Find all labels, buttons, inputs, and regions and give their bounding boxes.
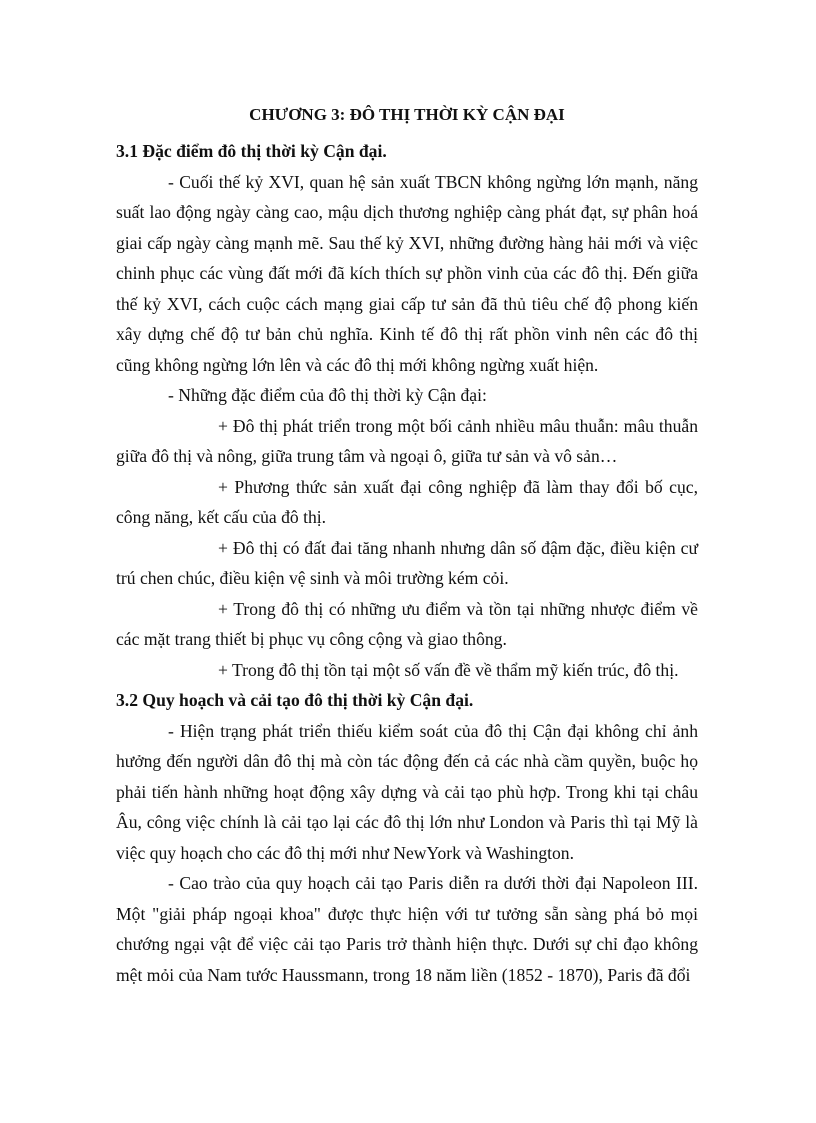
document-body xyxy=(116,94,698,990)
section-heading-3-2: 3.2 Quy hoạch và cải tạo đô thị thời kỳ Cận đại. xyxy=(116,690,474,710)
paragraph-3-1-features-lead: - Những đặc điểm của đô thị thời kỳ Cận đại: xyxy=(168,385,487,405)
bullet-item: + Trong đô thị tồn tại một số vấn đề về thẩm mỹ kiến trúc, đô thị. xyxy=(218,659,679,680)
bullet-item: + Đô thị phát triển trong một bối cảnh nhiều mâu thuẫn: mâu thuẫn giữa đô thị và nông, giữa trung tâm và ngoại ô, giữa tư sản và vô sản… xyxy=(116,415,698,466)
bullet-item: + Trong đô thị có những ưu điểm và tồn tại những nhược điểm về các mặt trang thiết bị phục vụ công cộng và giao thông. xyxy=(116,598,698,649)
bullet-item: + Đô thị có đất đai tăng nhanh nhưng dân số đậm đặc, điều kiện cư trú chen chúc, điều kiện vệ sinh và môi trường kém cỏi. xyxy=(116,537,698,588)
section-heading-3-1: 3.1 Đặc điểm đô thị thời kỳ Cận đại. xyxy=(116,141,387,161)
paragraph-3-2-paris: - Cao trào của quy hoạch cải tạo Paris diễn ra dưới thời đại Napoleon III. Một "giải pháp ngoại khoa" được thực hiện với tư tưởng sẵn sàng phá bỏ mọi chướng ngại vật để việc cải tạo Paris trở thành hiện thực. Dưới sự chỉ đạo không mệt mỏi của Nam tước Haussmann, trong 18 năm liền (1852 - 1870), Paris đã đổi xyxy=(116,873,698,985)
paragraph-3-1-intro: - Cuối thế kỷ XVI, quan hệ sản xuất TBCN không ngừng lớn mạnh, năng suất lao động ngày càng cao, mậu dịch thương nghiệp càng phát đạt, sự phân hoá giai cấp ngày càng mạnh mẽ. Sau thế kỷ XVI, những đường hàng hải mới và việc chinh phục các vùng đất mới đã kích thích sự phồn vinh của các đô thị. Đến giữa thế kỷ XVI, cách cuộc cách mạng giai cấp tư sản đã thủ tiêu chế độ phong kiến xây dựng chế độ tư bản chủ nghĩa. Kinh tế đô thị rất phồn vinh nên các đô thị cũng không ngừng lớn lên và các đô thị mới không ngừng xuất hiện. xyxy=(116,171,698,375)
chapter-title: CHƯƠNG 3: ĐÔ THỊ THỜI KỲ CẬN ĐẠI xyxy=(249,105,565,124)
paragraph-3-2-intro: - Hiện trạng phát triển thiếu kiểm soát của đô thị Cận đại không chỉ ảnh hưởng đến người dân đô thị mà còn tác động đến cả các nhà cầm quyền, buộc họ phải tiến hành những hoạt động xây dựng và cải tạo phù hợp. Trong khi tại châu Âu, công việc chính là cải tạo lại các đô thị lớn như London và Paris thì tại Mỹ là việc quy hoạch cho các đô thị mới như NewYork và Washington. xyxy=(116,720,698,863)
bullet-item: + Phương thức sản xuất đại công nghiệp đã làm thay đổi bố cục, công năng, kết cấu của đô thị. xyxy=(116,476,698,527)
